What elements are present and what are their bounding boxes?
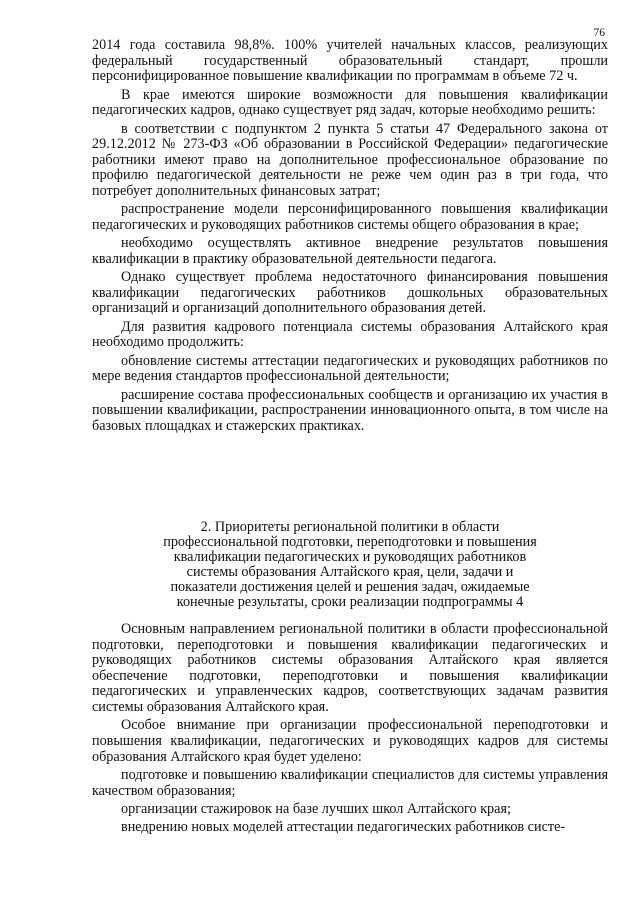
page-number: 76 bbox=[593, 27, 605, 39]
section-heading-line: квалификации педагогических и руководящих работников bbox=[173, 548, 527, 565]
section-heading-line: 2. Приоритеты региональной политики в области bbox=[200, 519, 500, 535]
list-item-federal-law: в соответствии с подпунктом 2 пункта 5 статьи 47 Федерального закона от 29.12.2012 № 273-ФЗ «Об образовании в Российской Федерации» педагогические работники имеют право на дополнительное профессиональное образование по профилю педагогической деятельности не реже чем один раз в три года, что потребует дополнительных финансовых затрат; bbox=[92, 120, 608, 199]
top-text-block bbox=[92, 38, 608, 437]
list-item-implementation: необходимо осуществлять активное внедрение результатов повышения квалификации в практику образовательной деятельности педагога. bbox=[92, 235, 608, 267]
paragraph-opportunities: В крае имеются широкие возможности для повышения квалификации педагогических кадров, однако существует ряд задач, которые необходимо решить: bbox=[92, 86, 608, 119]
section-heading-line: конечные результаты, сроки реализации подпрограммы 4 bbox=[176, 593, 524, 610]
paragraph-main-direction: Основным направлением региональной политики в области профессиональной подготовки, переподготовки и повышения квалификации педагогических и руководящих работников системы образования Алтайского края является обеспечение подготовки, переподготовки и повышения квалификации педагогических и управленческих кадров, соответствующих задачам развития системы образования Алтайского края. bbox=[92, 621, 608, 715]
list-item-communities: расширение состава профессиональных сообществ и организацию их участия в повышении квалификации, распространении инновационного опыта, в том числе на базовых площадках и стажерских практиках. bbox=[92, 386, 608, 435]
list-item-attestation: обновление системы аттестации педагогических и руководящих работников по мере ведения стандартов профессиональной деятельности; bbox=[92, 352, 608, 385]
list-item-attestation-models: внедрению новых моделей аттестации педагогических работников систе- bbox=[121, 819, 566, 836]
section-heading-line: системы образования Алтайского края, цели, задачи и bbox=[186, 563, 514, 580]
paragraph-continuation: 2014 года составила 98,8%. 100% учителей начальных классов, реализующих федеральный государственный образовательный стандарт, прошли персонифицированное повышение квалификации по программам в объеме 72 ч. bbox=[92, 37, 608, 85]
list-item-personified-model: распространение модели персонифицированного повышения квалификации педагогических и руководящих работников системы общего образования в крае; bbox=[92, 201, 608, 233]
list-item-internships: организации стажировок на базе лучших школ Алтайского края; bbox=[121, 800, 511, 817]
list-item-quality-management: подготовке и повышению квалификации специалистов для системы управления качеством образования; bbox=[92, 766, 608, 799]
paragraph-funding-problem: Однако существует проблема недостаточного финансирования повышения квалификации педагогических работников дошкольных образовательных организаций и организаций дополнительного образования детей. bbox=[92, 269, 608, 317]
bottom-text-block bbox=[92, 622, 608, 839]
section-heading-line: показатели достижения целей и решения задач, ожидаемые bbox=[170, 578, 530, 595]
paragraph-development: Для развития кадрового потенциала системы образования Алтайского края необходимо продолжить: bbox=[92, 318, 608, 351]
section-heading bbox=[92, 520, 608, 609]
section-heading-line: профессиональной подготовки, переподготовки и повышения bbox=[163, 533, 537, 550]
paragraph-special-attention: Особое внимание при организации профессиональной переподготовки и повышения квалификации, педагогических и руководящих кадров для системы образования Алтайского края будет уделено: bbox=[92, 717, 608, 765]
